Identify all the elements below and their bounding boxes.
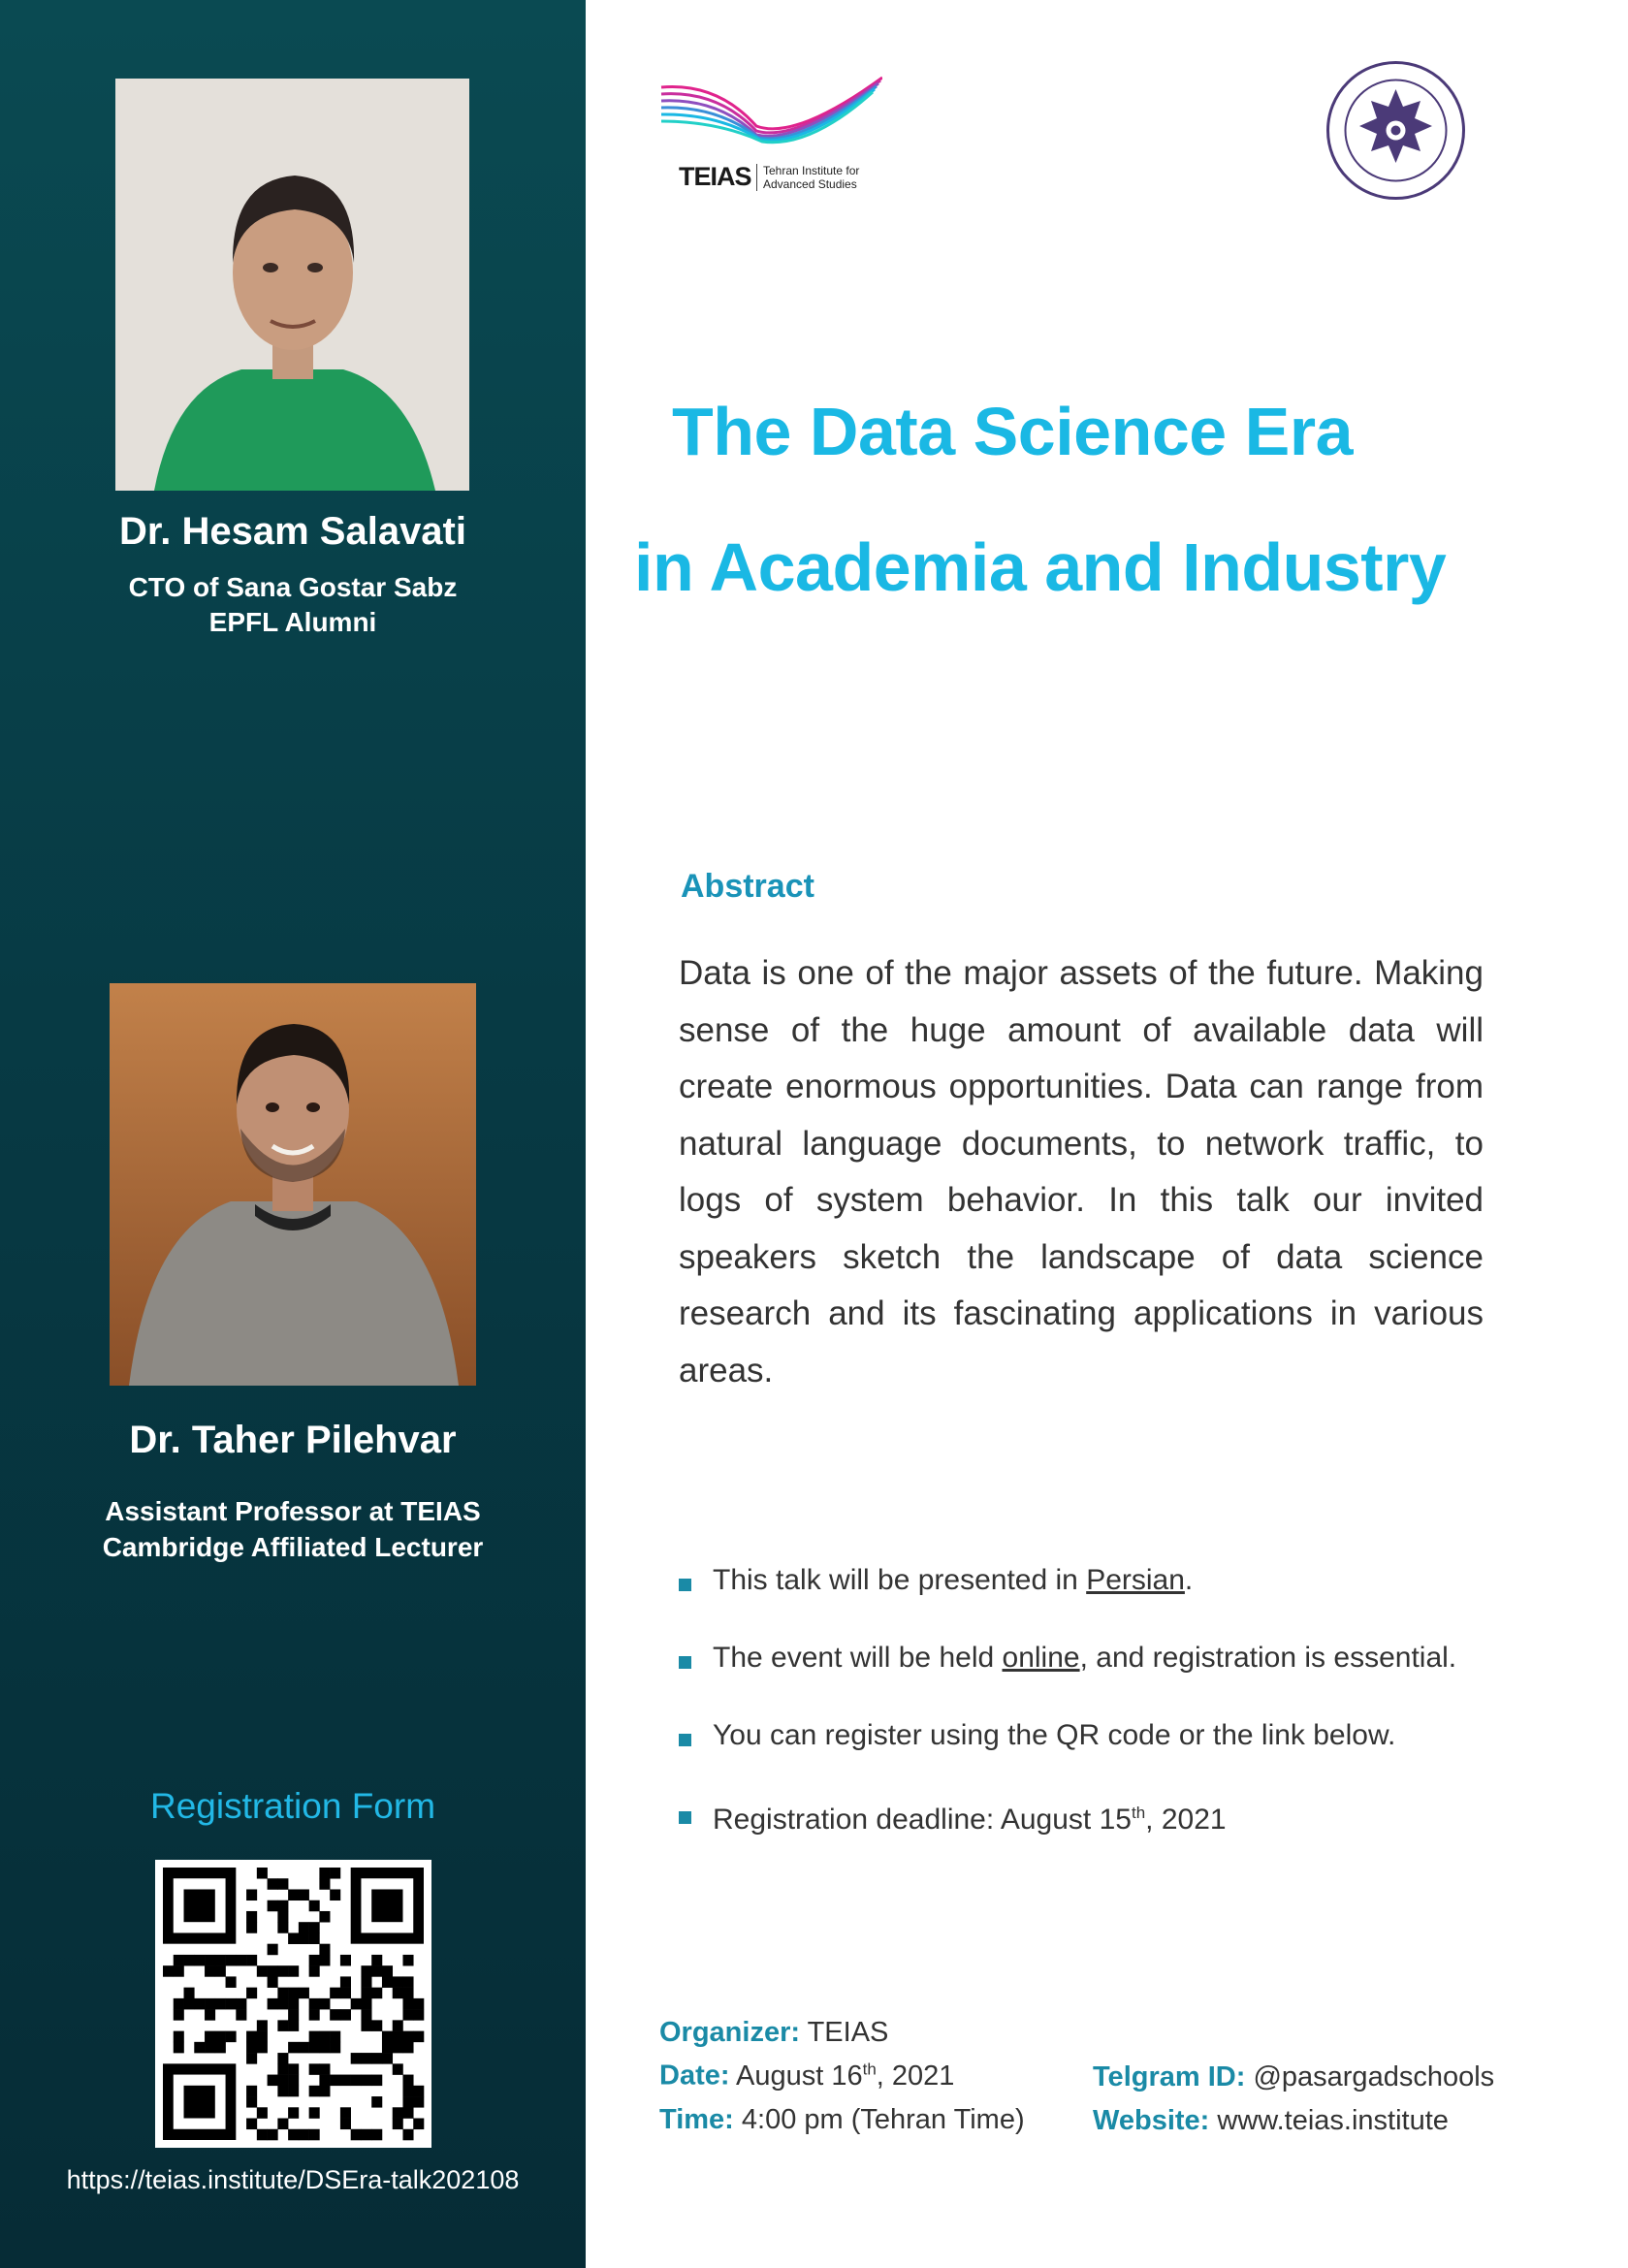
- speaker1-affiliation: EPFL Alumni: [208, 607, 377, 637]
- speaker2-affiliation: Cambridge Affiliated Lecturer: [102, 1532, 484, 1562]
- registration-link[interactable]: https://teias.institute/DSEra-talk202108: [66, 2165, 520, 2194]
- online-link[interactable]: online: [1002, 1642, 1080, 1674]
- teias-wordmark: TEIAS: [679, 162, 751, 191]
- telegram-label: Telgram ID:: [1093, 2061, 1246, 2092]
- page-title-line2: in Academia and Industry: [634, 529, 1447, 605]
- organizer-label: Organizer:: [659, 2017, 801, 2048]
- language-link[interactable]: Persian: [1086, 1564, 1185, 1596]
- date-label: Date:: [659, 2060, 730, 2092]
- abstract-body: Data is one of the major assets of the future. Making sense of the huge amount of available data will create enormous opportunities. Data can range from natural language documents, to network traffic, to logs of system behavior. In this talk our invited speakers sketch the landscape of data science research and its fascinating applications in various areas.: [679, 954, 1484, 1390]
- organizer-value: TEIAS: [807, 2017, 889, 2048]
- info-bullets: [679, 1561, 1551, 1871]
- university-seal-icon: [1325, 60, 1466, 201]
- speaker2-title: Assistant Professor at TEIAS: [105, 1496, 481, 1526]
- teias-logo: [659, 73, 882, 199]
- abstract-heading: Abstract: [681, 868, 814, 905]
- speaker1-photo: [115, 79, 469, 491]
- university-seal-logo: [1325, 60, 1466, 201]
- date-line: [659, 2060, 954, 2092]
- website-line: [1093, 2105, 1449, 2137]
- bullet-online: [679, 1639, 1551, 1716]
- teias-wave-icon: [659, 73, 882, 150]
- bullet-deadline: [679, 1794, 1551, 1871]
- speaker2-portrait-image: [110, 983, 476, 1386]
- date-value: August 16th, 2021: [735, 2060, 955, 2092]
- website-label: Website:: [1093, 2105, 1210, 2136]
- bullet-language: [679, 1561, 1551, 1639]
- telegram-value[interactable]: @pasargadschools: [1253, 2061, 1495, 2092]
- bullet-text: Registration deadline: August 15th, 2021: [713, 1804, 1227, 1836]
- time-line: [659, 2104, 1025, 2136]
- registration-form-heading: Registration Form: [149, 1786, 436, 1826]
- page-title-line1: The Data Science Era: [672, 394, 1353, 469]
- qr-code-icon: [155, 1860, 431, 2148]
- speaker2-photo: [110, 983, 476, 1386]
- bullet-square-icon: [679, 1734, 691, 1746]
- teias-subtitle: Tehran Institute for Advanced Studies: [756, 164, 889, 191]
- time-value: 4:00 pm (Tehran Time): [741, 2104, 1025, 2135]
- speaker1-name: Dr. Hesam Salavati: [119, 510, 466, 553]
- bullet-square-icon: [679, 1656, 691, 1669]
- speaker1-portrait-image: [115, 79, 469, 491]
- telegram-line: [1093, 2061, 1494, 2093]
- time-label: Time:: [659, 2104, 734, 2135]
- registration-qr-code[interactable]: [155, 1860, 431, 2148]
- bullet-text: This talk will be presented in Persian.: [713, 1564, 1194, 1596]
- speaker1-title: CTO of Sana Gostar Sabz: [128, 572, 458, 602]
- speaker2-name: Dr. Taher Pilehvar: [129, 1419, 457, 1461]
- bullet-text: You can register using the QR code or the link below.: [713, 1719, 1396, 1751]
- organizer-line: [659, 2017, 888, 2049]
- bullet-text: The event will be held online, and registration is essential.: [713, 1642, 1457, 1674]
- bullet-square-icon: [679, 1579, 691, 1591]
- bullet-square-icon: [679, 1811, 691, 1824]
- sidebar-panel: [0, 0, 586, 2268]
- website-value[interactable]: www.teias.institute: [1217, 2105, 1449, 2136]
- bullet-register: [679, 1716, 1551, 1794]
